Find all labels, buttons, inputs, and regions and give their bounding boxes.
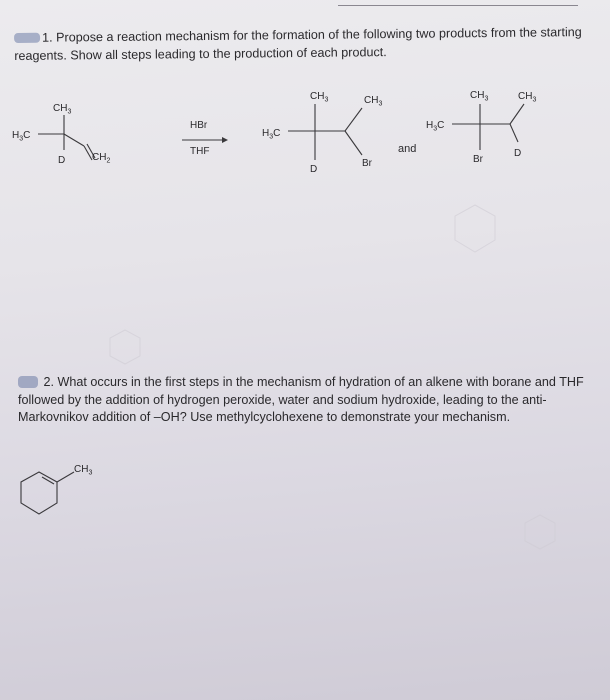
label-ch3: $CH_3$: [470, 90, 489, 103]
question-2-number: 2.: [43, 375, 55, 389]
question-1-text: Propose a reaction mechanism for the formation of the following two products from the starting reagents. Show all steps leading to the production of each product.: [14, 25, 582, 63]
label-h3c: $H_3C$: [262, 128, 281, 141]
highlight-marker-icon: [18, 376, 38, 388]
label-ch3: $CH_3$: [53, 103, 72, 116]
label-ch3: $CH_3$: [364, 95, 383, 108]
product-2: [426, 90, 536, 165]
label-d: D: [310, 164, 318, 175]
label-ch3: $CH_3$: [518, 91, 537, 104]
label-h3c: $H_3C$: [12, 130, 31, 143]
product-1: [262, 91, 382, 175]
label-ch3: $CH_3$: [310, 91, 329, 104]
and-conjunction: and: [398, 143, 417, 155]
question-2: [18, 374, 593, 427]
label-br: Br: [362, 158, 372, 169]
reagent-hbr: HBr: [190, 120, 208, 131]
methylcyclohexene-structure: [21, 464, 92, 514]
label-br: Br: [473, 154, 483, 165]
arrow-head-icon: [222, 137, 228, 143]
label-ch2: $CH_2$: [92, 152, 111, 165]
reaction-arrow-group: [182, 120, 228, 157]
starting-alkene: [12, 103, 110, 166]
label-ch3: $CH_3$: [74, 464, 93, 477]
question-2-text: What occurs in the first steps in the mechanism of hydration of an alkene with borane and THF followed by the addition of hydrogen peroxide, water and sodium hydroxide, leading to the anti-Markovnikov addition of –OH? Use methylcyclohexene to demonstrate your mechanism.: [18, 375, 584, 424]
label-d: D: [58, 155, 66, 166]
reagent-thf: THF: [190, 146, 210, 157]
label-h3c: $H_3C$: [426, 120, 445, 133]
label-d: D: [514, 148, 522, 159]
question-1-number: 1.: [42, 30, 53, 45]
